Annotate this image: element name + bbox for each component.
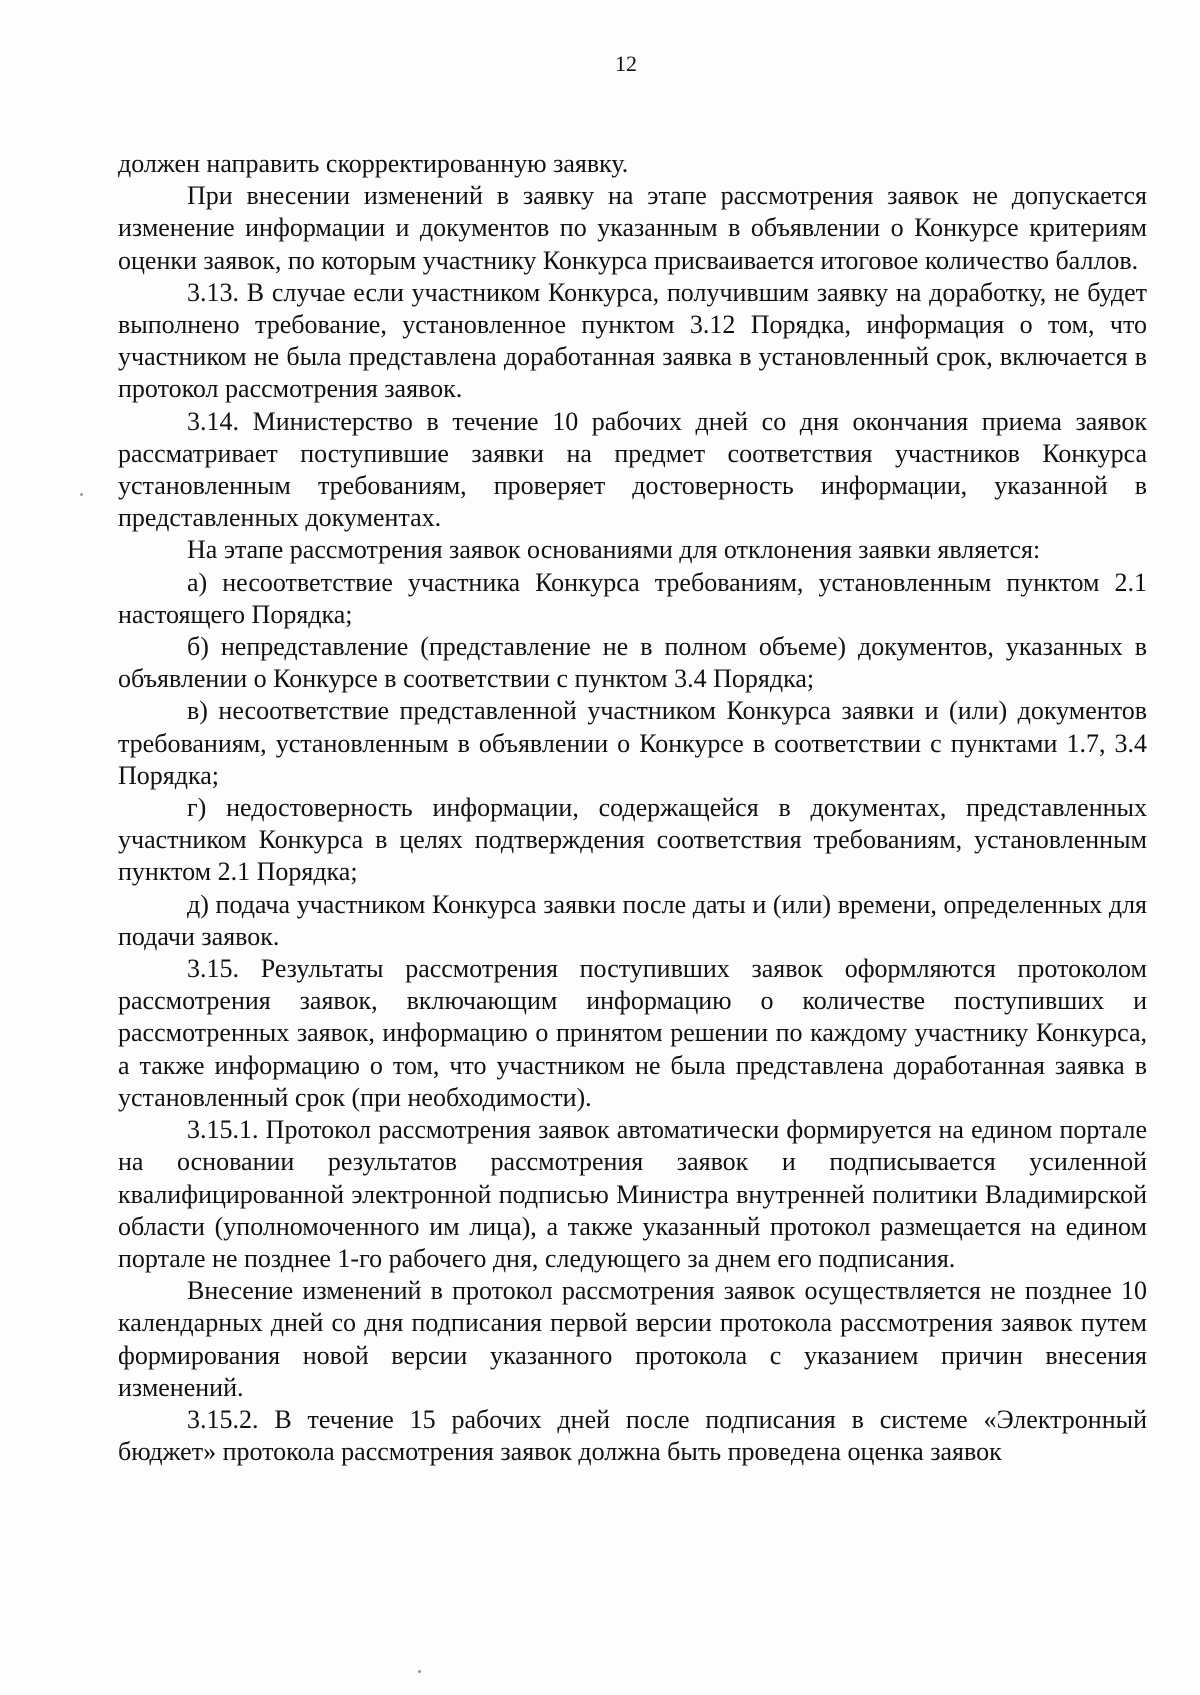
paragraph-3-14: 3.14. Министерство в течение 10 рабочих дней со дня окончания приема заявок рассматривает поступившие заявки на предмет соответствия участников Конкурса установленным требованиям, проверяет достоверность информации, указанной в представленных документах.: [118, 406, 1147, 533]
list-item-b: б) непредставление (представление не в полном объеме) документов, указанных в объявлении о Конкурсе в соответствии с пунктом 3.4 Порядка;: [118, 632, 1147, 694]
list-item-v: в) несоответствие представленной участником Конкурса заявки и (или) документов требованиям, установленным в объявлении о Конкурсе в соответствии с пунктами 1.7, 3.4 Порядка;: [118, 696, 1147, 790]
paragraph-3-15: 3.15. Результаты рассмотрения поступивших заявок оформляются протоколом рассмотрения заявок, включающим информацию о количестве поступивших и рассмотренных заявок, информацию о принятом решении по каждому участнику Конкурса, а также информацию о том, что участником не была представлена доработанная заявка в установленный срок (при необходимости).: [118, 954, 1147, 1112]
paragraph-continuation: должен направить скорректированную заявку.: [118, 149, 629, 178]
paragraph-application-changes: При внесении изменений в заявку на этапе рассмотрения заявок не допускается изменение информации и документов по указанным в объявлении о Конкурсе критериям оценки заявок, по которым участнику Конкурса присваивается итоговое количество баллов.: [118, 181, 1147, 275]
paragraph-protocol-changes: Внесение изменений в протокол рассмотрения заявок осуществляется не позднее 10 календарных дней со дня подписания первой версии протокола рассмотрения заявок путем формирования новой версии указанного протокола с указанием причин внесения изменений.: [118, 1276, 1147, 1402]
list-item-d: д) подача участником Конкурса заявки после даты и (или) времени, определенных для подачи заявок.: [118, 889, 1147, 951]
paragraph-3-15-2: 3.15.2. В течение 15 рабочих дней после подписания в системе «Электронный бюджет» протокола рассмотрения заявок должна быть проведена оценка заявок: [118, 1404, 1147, 1467]
document-body: [118, 148, 1147, 1468]
scan-speck: [418, 1670, 421, 1673]
paragraph-rejection-grounds: На этапе рассмотрения заявок основаниями для отклонения заявки является:: [187, 535, 1041, 565]
scan-speck: [80, 493, 83, 496]
paragraph-3-13: 3.13. В случае если участником Конкурса, получившим заявку на доработку, не будет выполнено требование, установленное пунктом 3.12 Порядка, информация о том, что участником не была представлена доработанная заявка в установленный срок, включается в протокол рассмотрения заявок.: [118, 277, 1147, 404]
paragraph-3-15-1: 3.15.1. Протокол рассмотрения заявок автоматически формируется на едином портале на основании результатов рассмотрения заявок и подписывается усиленной квалифицированной электронной подписью Министра внутренней политики Владимирской области (уполномоченного им лица), а также указанный протокол размещается на едином портале не позднее 1-го рабочего дня, следующего за днем его подписания.: [118, 1115, 1147, 1273]
list-item-g: г) недостоверность информации, содержащейся в документах, представленных участником Конкурса в целях подтверждения соответствия требованиям, установленным пунктом 2.1 Порядка;: [118, 793, 1147, 887]
list-item-a: а) несоответствие участника Конкурса требованиям, установленным пунктом 2.1 настоящего Порядка;: [118, 567, 1147, 629]
page-number: 12: [615, 51, 637, 76]
